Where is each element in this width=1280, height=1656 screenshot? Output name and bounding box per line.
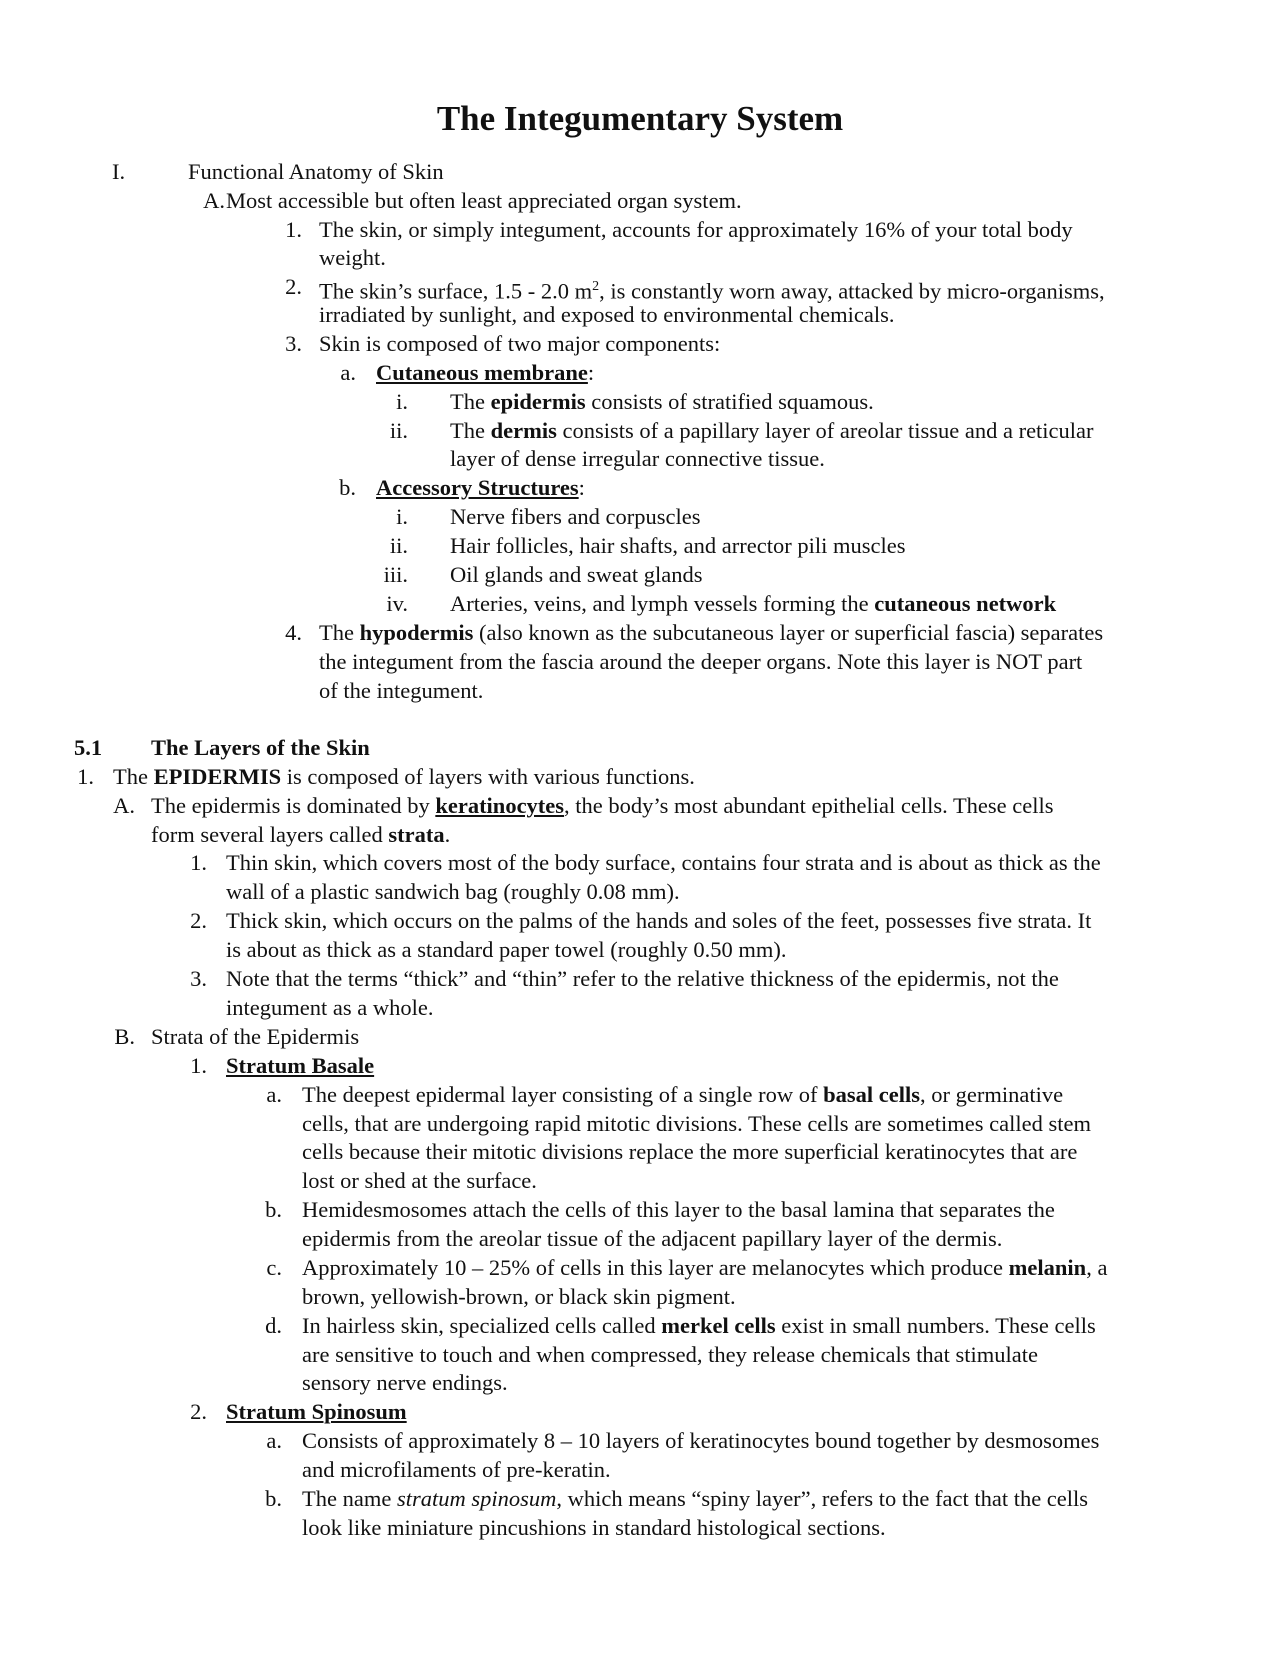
text-run: :	[587, 360, 595, 385]
outline-text: brown, yellowish-brown, or black skin pigment.	[302, 1284, 736, 1309]
outline-text	[376, 473, 585, 502]
outline-text: of the integument.	[319, 678, 484, 703]
outline-text: is about as thick as a standard paper towel (roughly 0.50 mm).	[226, 937, 787, 962]
outline-marker: a.	[266, 1428, 282, 1453]
section-number: 5.1	[74, 735, 103, 760]
text-run: , a	[1086, 1255, 1108, 1280]
text-run: consists of stratified squamous.	[585, 389, 874, 414]
text-run: The skin’s surface, 1.5 - 2.0 m	[319, 278, 593, 304]
text-run: , is constantly worn away, attacked by micro-organisms,	[599, 278, 1105, 304]
outline-text	[302, 1311, 1096, 1340]
outline-marker: i.	[396, 389, 408, 414]
outline-text: sensory nerve endings.	[302, 1370, 508, 1395]
outline-marker: ii.	[389, 418, 408, 443]
outline-text: Nerve fibers and corpuscles	[450, 504, 701, 529]
outline-marker: a.	[266, 1082, 282, 1107]
underlined-term: Stratum Spinosum	[226, 1399, 407, 1424]
outline-text	[319, 618, 1103, 647]
superscript: 2	[592, 279, 600, 294]
outline-text: The skin, or simply integument, accounts for approximately 16% of your total body	[319, 217, 1073, 242]
outline-text	[302, 1484, 1088, 1513]
outline-marker: 1.	[285, 217, 302, 242]
outline-text: wall of a plastic sandwich bag (roughly 0.08 mm).	[226, 879, 680, 904]
text-run: The	[319, 620, 360, 645]
text-run: In hairless skin, specialized cells called	[302, 1313, 662, 1338]
underlined-term: Accessory Structures	[376, 475, 579, 500]
outline-text: Oil glands and sweat glands	[450, 562, 703, 587]
outline-marker: A.	[203, 188, 225, 213]
outline-text	[302, 1080, 1063, 1109]
text-run: Approximately 10 – 25% of cells in this layer are melanocytes which produce	[302, 1255, 1009, 1280]
bold-term: strata	[388, 822, 445, 847]
outline-marker: 1.	[190, 1053, 207, 1078]
outline-text: are sensitive to touch and when compressed, they release chemicals that stimulate	[302, 1342, 1038, 1367]
outline-marker: d.	[265, 1313, 282, 1338]
outline-marker: b.	[265, 1486, 282, 1511]
outline-marker: iii.	[383, 562, 408, 587]
underlined-term: Stratum Basale	[226, 1053, 375, 1078]
outline-text: integument as a whole.	[226, 995, 434, 1020]
underlined-term: Cutaneous membrane	[376, 360, 588, 385]
outline-marker: 3.	[190, 966, 207, 991]
outline-text: epidermis from the areolar tissue of the adjacent papillary layer of the dermis.	[302, 1226, 1003, 1251]
outline-marker: b.	[265, 1197, 282, 1222]
outline-marker: B.	[114, 1024, 135, 1049]
outline-text	[376, 358, 594, 387]
outline-text: Hair follicles, hair shafts, and arrector pili muscles	[450, 533, 906, 558]
outline-marker: 4.	[285, 620, 302, 645]
outline-text: the integument from the fascia around the deeper organs. Note this layer is NOT part	[319, 649, 1083, 674]
text-run: is composed of layers with various functions.	[281, 764, 695, 789]
bold-term: dermis	[490, 418, 557, 443]
outline-text: Strata of the Epidermis	[151, 1024, 360, 1049]
bold-term: cutaneous network	[874, 591, 1057, 616]
outline-text: Skin is composed of two major components:	[319, 331, 721, 356]
text-run: The deepest epidermal layer consisting of a single row of	[302, 1082, 824, 1107]
section-number: I.	[112, 159, 126, 184]
bold-term: basal cells	[823, 1082, 920, 1107]
outline-text: cells, that are undergoing rapid mitotic divisions. These cells are sometimes called stem	[302, 1111, 1091, 1136]
text-run: , which means “spiny layer”, refers to the fact that the cells	[556, 1486, 1089, 1511]
outline-marker: 1.	[77, 764, 94, 789]
outline-text: Most accessible but often least appreciated organ system.	[226, 188, 742, 213]
text-run: The name	[302, 1486, 397, 1511]
outline-text	[113, 762, 695, 791]
text-run: (also known as the subcutaneous layer or superficial fascia) separates	[473, 620, 1104, 645]
outline-marker: 2.	[190, 908, 207, 933]
outline-text: layer of dense irregular connective tissue.	[450, 446, 825, 471]
text-run: The	[450, 389, 491, 414]
section-heading: Functional Anatomy of Skin	[188, 159, 444, 184]
text-run: , the body’s most abundant epithelial cells. These cells	[564, 793, 1054, 818]
outline-text: and microfilaments of pre-keratin.	[302, 1457, 611, 1482]
outline-marker: iv.	[386, 591, 408, 616]
outline-text: cells because their mitotic divisions replace the more superficial keratinocytes that are	[302, 1139, 1078, 1164]
text-run: , or germinative	[919, 1082, 1064, 1107]
outline-text: lost or shed at the surface.	[302, 1168, 537, 1193]
text-run: consists of a papillary layer of areolar tissue and a reticular	[556, 418, 1094, 443]
bold-term: epidermis	[490, 389, 586, 414]
outline-marker: ii.	[389, 533, 408, 558]
text-run: :	[578, 475, 585, 500]
bold-term: hypodermis	[359, 620, 474, 645]
outline-text	[450, 387, 874, 416]
text-run: The	[113, 764, 154, 789]
outline-marker: A.	[113, 793, 135, 818]
page-title: The Integumentary System	[436, 99, 844, 139]
outline-text: Thin skin, which covers most of the body surface, contains four strata and is about as thick as the	[226, 850, 1101, 875]
text-run: form several layers called	[151, 822, 389, 847]
outline-marker: 2.	[285, 274, 302, 299]
outline-marker: 3.	[285, 331, 302, 356]
bold-term: merkel cells	[661, 1313, 776, 1338]
text-run: The	[450, 418, 491, 443]
underlined-term: keratinocytes	[435, 793, 565, 818]
outline-text: look like miniature pincushions in standard histological sections.	[302, 1515, 886, 1540]
outline-text: Hemidesmosomes attach the cells of this layer to the basal lamina that separates the	[302, 1197, 1055, 1222]
outline-text	[151, 820, 450, 849]
outline-text	[450, 416, 1094, 445]
text-run: exist in small numbers. These cells	[775, 1313, 1096, 1338]
outline-marker: 2.	[190, 1399, 207, 1424]
outline-text	[450, 589, 1056, 618]
outline-marker: b.	[339, 475, 356, 500]
bold-term: EPIDERMIS	[153, 764, 282, 789]
text-run: Arteries, veins, and lymph vessels forming the	[450, 591, 875, 616]
text-run: The epidermis is dominated by	[151, 793, 436, 818]
outline-text: weight.	[319, 245, 386, 270]
bold-term: melanin	[1008, 1255, 1087, 1280]
outline-text	[151, 791, 1054, 820]
outline-text: Note that the terms “thick” and “thin” refer to the relative thickness of the epidermis, not the	[226, 966, 1059, 991]
section-heading: The Layers of the Skin	[151, 735, 370, 760]
outline-marker: c.	[266, 1255, 282, 1280]
italic-term: stratum spinosum	[396, 1486, 557, 1511]
outline-text: Thick skin, which occurs on the palms of the hands and soles of the feet, possesses five strata. It	[226, 908, 1092, 933]
outline-text: irradiated by sunlight, and exposed to environmental chemicals.	[319, 302, 895, 327]
outline-text: Consists of approximately 8 – 10 layers of keratinocytes bound together by desmosomes	[302, 1428, 1100, 1453]
outline-marker: i.	[396, 504, 408, 529]
text-run: .	[444, 822, 451, 847]
outline-text	[302, 1253, 1107, 1282]
outline-marker: a.	[340, 360, 356, 385]
outline-marker: 1.	[190, 850, 207, 875]
